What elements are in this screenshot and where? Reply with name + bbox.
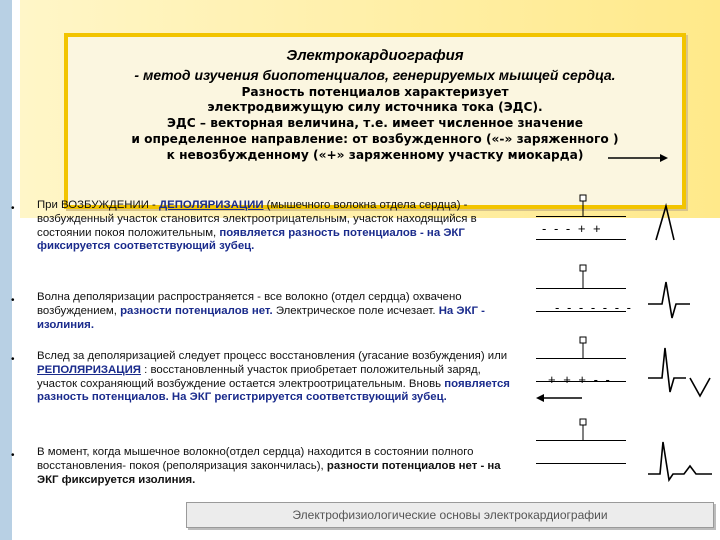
ecg-trace-1	[656, 206, 674, 240]
bullet-text-full-excitation: Волна деполяризации распространяется - все волокно (отдел сердца) охвачено возбуждением, разности потенциалов нет. Электрическое поле исчезает. На ЭКГ - изолиния.	[37, 291, 485, 331]
bullet-text-rest: В момент, когда мышечное волокно(отдел сердца) находится в состоянии полного восстановления- покоя (реполяризация закончилась), разности потенциалов нет - на ЭКГ фиксируется изолиния.	[37, 446, 501, 486]
repolarization-arrow-icon	[536, 394, 582, 402]
ecg-trace-2	[648, 282, 690, 318]
slide-title: Электрокардиография	[286, 47, 464, 64]
electrode-1-icon	[580, 195, 586, 201]
title-line-3: ЭДС – векторная величина, т.е. имеет численное значение	[166, 116, 584, 130]
title-line-5: к невозбужденному («+» заряженному участку миокарда)	[166, 148, 584, 162]
ecg-trace-4	[648, 442, 712, 480]
electrode-4-icon	[580, 419, 586, 425]
title-line-1: Разность потенциалов характеризует	[241, 85, 509, 99]
footer-bar	[186, 502, 714, 528]
bullet-marker: •	[11, 295, 15, 306]
electrode-2-icon	[580, 265, 586, 271]
electrode-3-icon	[580, 337, 586, 343]
charge-label-1: - - - + +	[542, 221, 603, 236]
charge-label-2: - - - - - - -	[555, 300, 633, 315]
bullet-text-repolarization: Вслед за деполяризацией следует процесс восстановления (угасание возбуждения) или РЕПОЛЯРИЗАЦИЯ : восстановленный участок приобретает положительный заряд, участок сохраняющий возбуждение остается электроотрицательным. Вновь появляется разность потенциалов. На ЭКГ регистрируется соответствующий зубец.	[37, 350, 510, 404]
bullet-text-depolarization: При ВОЗБУЖДЕНИИ - ДЕПОЛЯРИЗАЦИИ (мышечного волокна отдела сердца) - возбужденный участок становится электроотрицательным, участок находящийся в состоянии покоя положительным, появляется разность потенциалов - на ЭКГ фиксируется соответствующий зубец.	[37, 199, 477, 253]
bullet-marker: •	[11, 450, 15, 461]
slide-subtitle: - метод изучения биопотенциалов, генерируемых мышцей сердца.	[134, 67, 616, 83]
bullet-marker: •	[11, 354, 15, 365]
bullet-marker: •	[11, 203, 15, 214]
charge-label-3: + + + - -	[548, 372, 612, 387]
ecg-trace-3-twave	[690, 378, 710, 396]
title-line-4: и определенное направление: от возбужденного («-» заряженного )	[131, 132, 619, 146]
ecg-trace-3	[648, 348, 686, 392]
title-line-2: электродвижущую силу источника тока (ЭДС).	[207, 100, 543, 114]
footer-text: Электрофизиологические основы электрокардиографии	[292, 508, 608, 522]
